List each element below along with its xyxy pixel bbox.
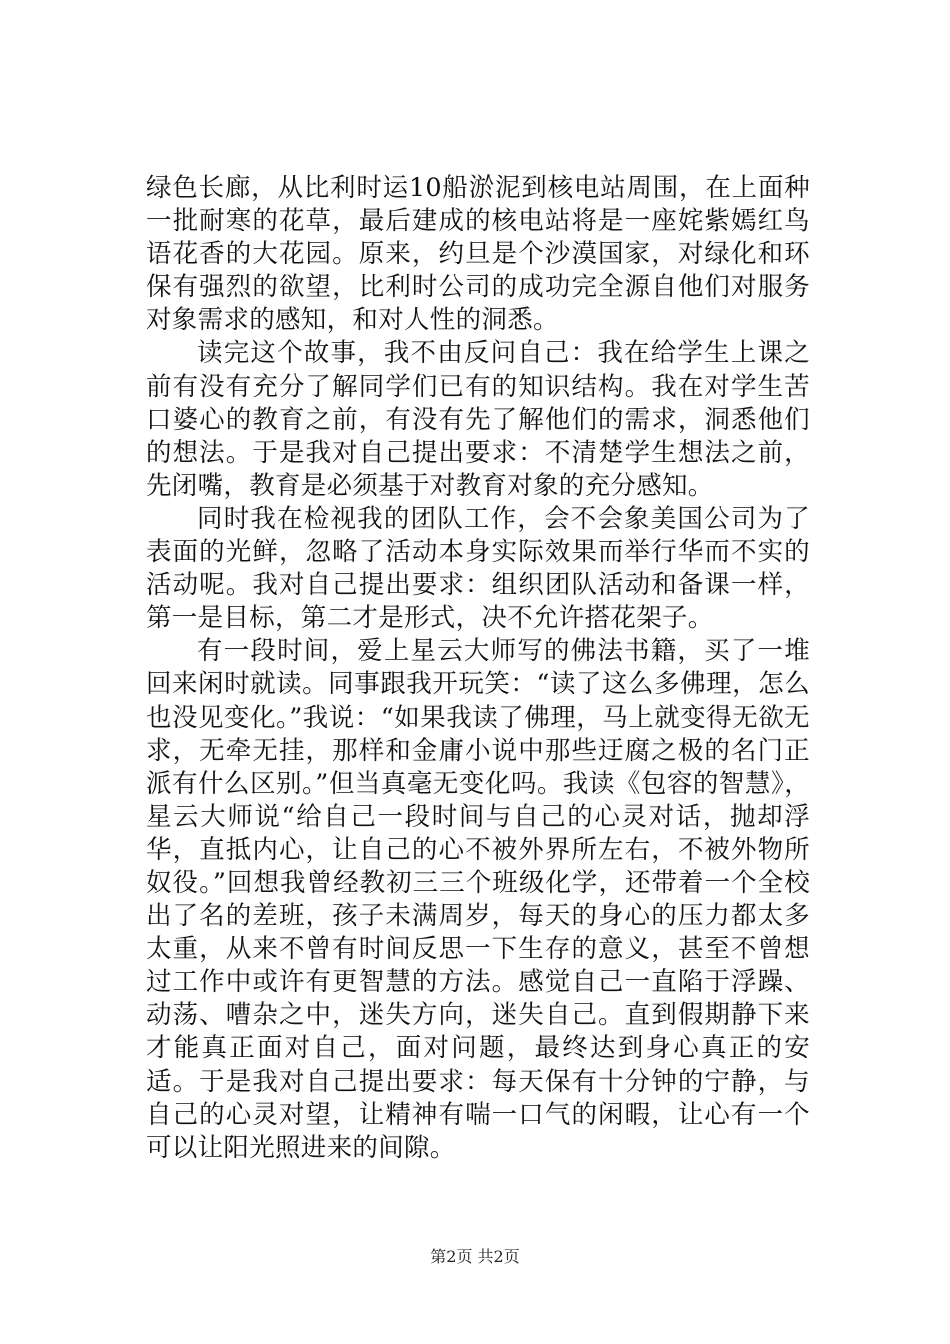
paragraph-3: 同时我在检视我的团队工作，会不会象美国公司为了表面的光鲜，忽略了活动本身实际效果而举行华而不实的活动呢。我对自己提出要求：组织团队活动和备课一样，第一是目标，第二才是形式，决不允许搭花架子。 — [146, 503, 810, 634]
page-footer: 第2页 共2页 — [430, 1247, 520, 1266]
paragraph-2: 读完这个故事，我不由反问自己：我在给学生上课之前有没有充分了解同学们已有的知识结构。我在对学生苦口婆心的教育之前，有没有先了解他们的需求，洞悉他们的想法。于是我对自己提出要求：不清楚学生想法之前，先闭嘴，教育是必须基于对教育对象的充分感知。 — [146, 338, 810, 501]
paragraph-4: 有一段时间，爱上星云大师写的佛法书籍，买了一堆回来闲时就读。同事跟我开玩笑：“读了这么多佛理，怎么也没见变化。”我说：“如果我读了佛理，马上就变得无欲无求，无牵无挂，那样和金庸小说中那些迂腐之极的名门正派有什么区别。”但当真毫无变化吗。我读《包容的智慧》，星云大师说“给自己一段时间与自己的心灵对话，抛却浮华，直抵内心，让自己的心不被外界所左右，不被外物所奴役。”回想我曾经教初三三个班级化学，还带着一个全校出了名的差班，孩子未满周岁，每天的身心的压力都太多太重，从来不曾有时间反思一下生存的意义，甚至不曾想过工作中或许有更智慧的方法。感觉自己一直陷于浮躁、动荡、嘈杂之中，迷失方向，迷失自己。直到假期静下来才能真正面对自己，面对问题，最终达到身心真正的安适。于是我对自己提出要求：每天保有十分钟的宁静，与自己的心灵对望，让精神有喘一口气的闲暇，让心有一个可以让阳光照进来的间隙。 — [146, 636, 810, 1163]
body-text — [146, 172, 810, 1165]
paragraph-1: 绿色长廊，从比利时运10船淤泥到核电站周围，在上面种一批耐寒的花草，最后建成的核电站将是一座姹紫嫣红鸟语花香的大花园。原来，约旦是个沙漠国家，对绿化和环保有强烈的欲望，比利时公司的成功完全源自他们对服务对象需求的感知，和对人性的洞悉。 — [146, 173, 810, 336]
